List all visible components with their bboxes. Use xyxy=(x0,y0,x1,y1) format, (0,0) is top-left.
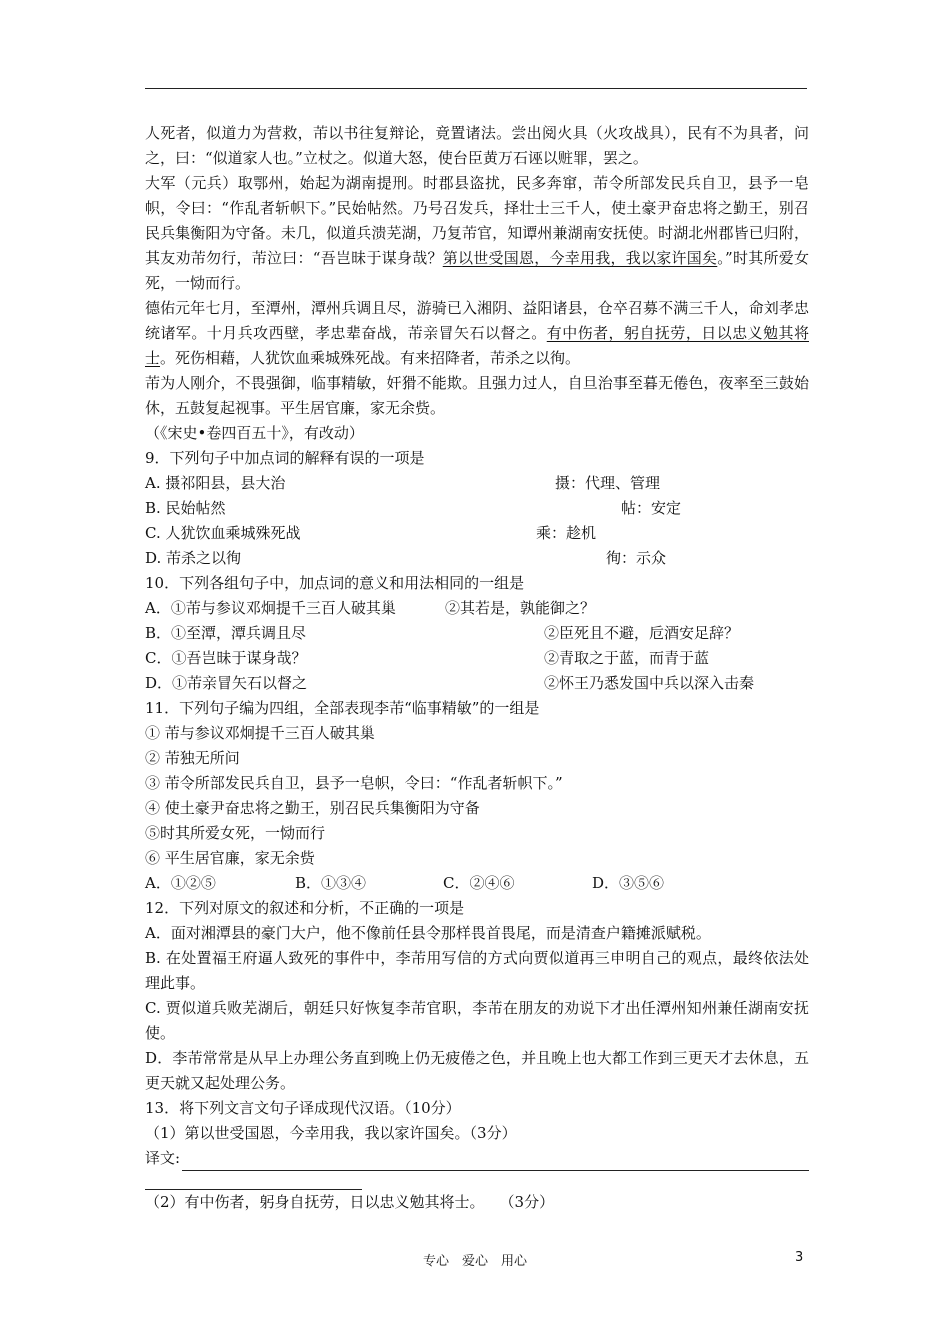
q9-option-b-gloss: 帖：安定 xyxy=(621,499,682,517)
passage-paragraph-1: 人死者，似道力为营救，芾以书往复辩论，竟置诸法。尝出阅火具（火攻战具），民有不为具者，问之，曰：“似道家人也。”立杖之。似道大怒，使台臣黄万石诬以赃罪，罢之。 xyxy=(145,124,809,167)
q13-sentence-2: （2）有中伤者，躬身自抚劳，日以忠义勉其将士。 （3分） xyxy=(145,1193,555,1211)
question-13-stem: 13．将下列文言文句子译成现代汉语。（10分） xyxy=(145,1099,461,1117)
answer-label: 译文: xyxy=(145,1149,181,1167)
underlined-sentence-1: 第以世受国恩，今幸用我，我以家许国矣 xyxy=(442,249,718,267)
passage-paragraph-4: 芾为人刚介，不畏强御，临事精敏，奸猾不能欺。且强力过人，自旦治事至暮无倦色，夜率至三鼓始休，五鼓复起视事。平生居官廉，家无余赀。 xyxy=(145,374,809,417)
q12-option-c: C. 贾似道兵败芜湖后，朝廷只好恢复李芾官职，李芾在朋友的劝说下才出任潭州知州兼任湖南安抚使。 xyxy=(145,999,809,1042)
question-12-stem: 12．下列对原文的叙述和分析，不正确的一项是 xyxy=(145,899,465,917)
underlined-sentence-2: 有中伤者，躬自抚劳，日以忠义勉其将士 xyxy=(145,324,809,367)
q11-choice-a: A．①②⑤ xyxy=(145,874,216,892)
q9-option-c: C. 人犹饮血乘城殊死战 乘：趁机 xyxy=(145,521,809,546)
header-rule xyxy=(145,88,807,89)
q11-item: ⑥ 平生居官廉，家无余赀 xyxy=(145,849,315,867)
q11-choice-b: B．①③④ xyxy=(295,874,367,892)
page-number: 3 xyxy=(795,1250,804,1265)
q12-option-d: D．李芾常常是从早上办理公务直到晚上仍无疲倦之色，并且晚上也大都工作到三更天才去休息，五更天就又起处理公务。 xyxy=(145,1049,809,1092)
q11-item: ③ 芾令所部发民兵自卫，县予一皂帜，令曰：“作乱者斩帜下。” xyxy=(145,774,563,792)
q10-option-d: D．①芾亲冒矢石以督之 ②怀王乃悉发国中兵以深入击秦 xyxy=(145,674,755,692)
passage-paragraph-3: 德佑元年七月，至潭州，潭州兵调且尽，游骑已入湘阴、益阳诸县，仓卒召募不满三千人，命刘孝忠统诸军。十月兵攻西壁，孝忠辈奋战，芾亲冒矢石以督之。有中伤者，躬自抚劳，日以忠义勉其将士。死伤相藉，人犹饮血乘城殊死战。有来招降者，芾杀之以徇。 xyxy=(145,299,809,367)
q11-choices xyxy=(145,871,809,896)
q10-option-b: B．①至潭，潭兵调且尽 ②臣死且不避，卮酒安足辞？ xyxy=(145,624,740,642)
q9-option-a-gloss: 摄：代理、管理 xyxy=(555,474,661,492)
question-9-stem: 9．下列句子中加点词的解释有误的一项是 xyxy=(145,449,425,467)
q9-option-c-gloss: 乘：趁机 xyxy=(536,524,597,542)
passage-paragraph-2: 大军（元兵）取鄂州，始起为湖南提刑。时郡县盗扰，民多奔窜，芾令所部发民兵自卫，县予一皂帜，令曰：“作乱者斩帜下。”民始帖然。乃号召发兵，择壮士三千人，使土豪尹奋忠将之勤王，别召民兵集衡阳为守备。未几，似道兵溃芜湖，乃复芾官，知谭州兼湖南安抚使。时湖北州郡皆已归附，其友劝芾勿行，芾泣曰：“吾岂昧于谋身哉？第以世受国恩，今幸用我，我以家许国矣。”时其所爱女死，一恸而行。 xyxy=(145,174,809,292)
answer-blank[interactable] xyxy=(182,1152,809,1171)
q11-choice-d: D．③⑤⑥ xyxy=(592,874,665,892)
q9-option-d-gloss: 徇：示众 xyxy=(606,549,667,567)
q11-item: ① 芾与参议邓炯提千三百人破其巢 xyxy=(145,724,375,742)
q11-item: ⑤时其所爱女死，一恸而行 xyxy=(145,824,326,842)
q9-option-a: A. 摄祁阳县，县大治 摄：代理、管理 xyxy=(145,471,809,496)
q10-option-a: A．①芾与参议邓炯提千三百人破其巢 ②其若是，孰能御之？ xyxy=(145,599,596,617)
q10-option-c: C．①吾岂昧于谋身哉？ ②青取之于蓝，而青于蓝 xyxy=(145,649,710,667)
q12-option-a: A．面对湘潭县的豪门大户，他不像前任县令那样畏首畏尾，而是清查户籍摊派赋税。 xyxy=(145,924,711,942)
q9-option-d: D. 芾杀之以徇 徇：示众 xyxy=(145,546,809,571)
page-content xyxy=(145,121,809,1215)
question-10-stem: 10．下列各组句子中，加点词的意义和用法相同的一组是 xyxy=(145,574,525,592)
q12-option-b: B. 在处置福王府逼人致死的事件中，李芾用写信的方式向贾似道再三申明自己的观点，最终依法处理此事。 xyxy=(145,949,809,992)
q13-sentence-1: （1）第以世受国恩，今幸用我，我以家许国矣。（3分） xyxy=(145,1124,517,1142)
passage-source: （《宋史•卷四百五十》，有改动） xyxy=(145,424,364,442)
q11-item: ④ 使土豪尹奋忠将之勤王，别召民兵集衡阳为守备 xyxy=(145,799,480,817)
q9-option-b: B. 民始帖然 帖：安定 xyxy=(145,496,809,521)
footer-motto: 专心 爱心 用心 xyxy=(422,1254,527,1269)
q13-answer-line xyxy=(145,1146,809,1171)
q11-choice-c: C．②④⑥ xyxy=(443,874,515,892)
question-11-stem: 11．下列句子编为四组，全部表现李芾“临事精敏”的一组是 xyxy=(145,699,540,717)
q11-item: ② 芾独无所问 xyxy=(145,749,240,767)
